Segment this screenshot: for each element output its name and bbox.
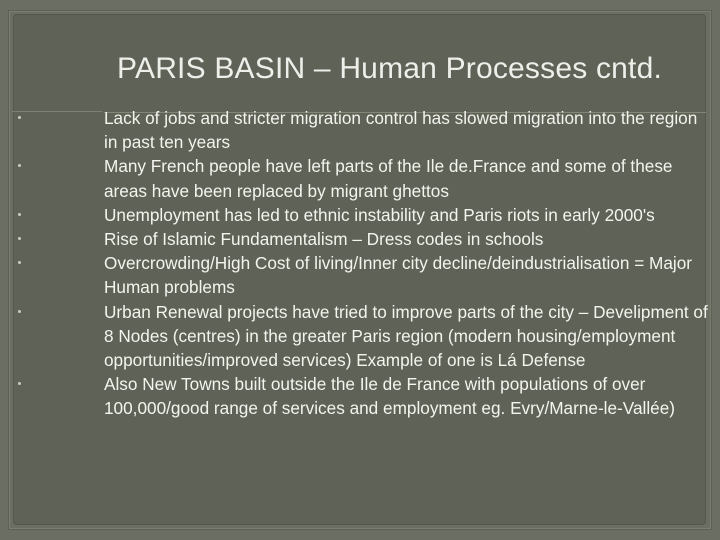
bullet-dot-icon	[18, 310, 21, 313]
bullet-item	[18, 203, 708, 227]
bullet-text: Urban Renewal projects have tried to improve parts of the city – Develipment of 8 Nodes (centres) in the greater Paris region (modern housing/employment opportunities/improved services) Example of one is Lá Defense	[104, 301, 708, 371]
bullet-item	[18, 251, 708, 299]
bullet-list	[18, 106, 708, 421]
bullet-dot-icon	[18, 261, 21, 264]
bullet-item	[18, 372, 708, 420]
bullet-text: Lack of jobs and stricter migration control has slowed migration into the region in past ten years	[104, 108, 698, 153]
bullet-dot-icon	[18, 382, 21, 385]
bullet-text: Also New Towns built outside the Ile de France with populations of over 100,000/good range of services and employment eg. Evry/Marne-le-Vallée)	[104, 374, 675, 419]
bullet-text: Many French people have left parts of the Ile de.France and some of these areas have been replaced by migrant ghettos	[104, 156, 673, 201]
bullet-item	[18, 300, 708, 373]
slide-title: PARIS BASIN – Human Processes cntd.	[117, 52, 662, 85]
bullet-text: Rise of Islamic Fundamentalism – Dress codes in schools	[104, 229, 544, 250]
bullet-dot-icon	[18, 237, 21, 240]
bullet-text: Overcrowding/High Cost of living/Inner city decline/deindustrialisation = Major Human problems	[104, 253, 692, 298]
bullet-item	[18, 154, 708, 202]
bullet-item	[18, 106, 708, 154]
bullet-dot-icon	[18, 213, 21, 216]
bullet-text: Unemployment has led to ethnic instability and Paris riots in early 2000's	[104, 204, 655, 225]
bullet-dot-icon	[18, 116, 21, 119]
bullet-dot-icon	[18, 164, 21, 167]
bullet-item	[18, 227, 708, 251]
